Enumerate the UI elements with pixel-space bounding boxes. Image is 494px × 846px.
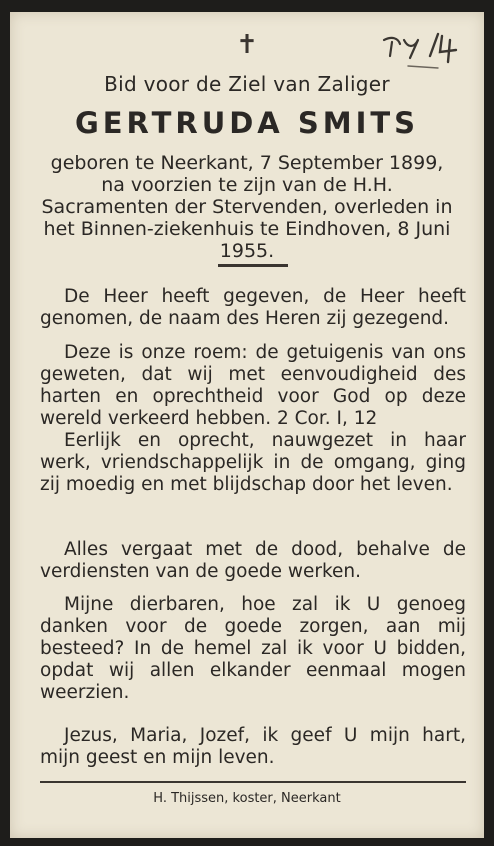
paragraph: Alles vergaat met de dood, behalve de verdiensten van de goede werken. (40, 539, 466, 582)
divider (218, 264, 288, 267)
handwritten-note (378, 26, 468, 74)
biography-text: geboren te Neerkant, 7 September 1899, na voorzien te zijn van de H.H. Sacramenten der Stervenden, overleden in het Binnen-ziekenhuis te Eindhoven, 8 Juni 1955. (41, 152, 453, 262)
paragraph: Jezus, Maria, Jozef, ik geef U mijn hart, mijn geest en mijn leven. (40, 725, 466, 768)
cross-icon: ✝ (236, 30, 258, 60)
paragraph: Deze is onze roem: de getuigenis van ons geweten, dat wij met eenvoudigheid des harten en oprechtheid voor God op deze wereld verkeerd hebben. 2 Cor. I, 12 (40, 342, 466, 429)
paragraph: De Heer heeft gegeven, de Heer heeft genomen, de naam des Heren zij gezegend. (40, 286, 466, 329)
bottom-rule (40, 781, 466, 783)
deceased-name: GERTRUDA SMITS (74, 106, 420, 140)
memorial-card (10, 12, 484, 838)
prayer-heading: Bid voor de Ziel van Zaliger (104, 72, 390, 96)
paragraph: Eerlijk en oprecht, nauwgezet in haar werk, vriendschappelijk in de omgang, ging zij moedig en met blijdschap door het leven. (40, 430, 466, 495)
paragraph: Mijne dierbaren, hoe zal ik U genoeg danken voor de goede zorgen, aan mij besteed? In de hemel zal ik voor U bidden, opdat wij allen elkander eenmaal mogen weerzien. (40, 594, 466, 703)
printer-credit: H. Thijssen, koster, Neerkant (153, 791, 341, 806)
